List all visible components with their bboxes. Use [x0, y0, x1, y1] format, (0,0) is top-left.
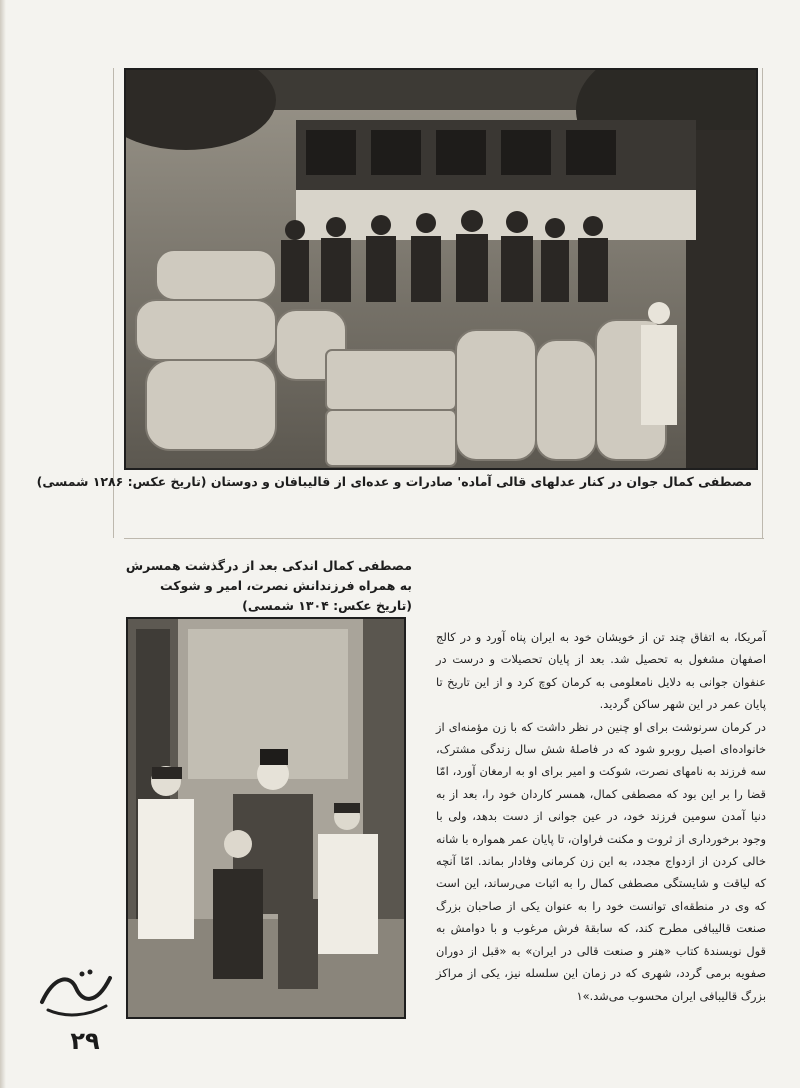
- page-edge: [0, 0, 6, 1088]
- section-rule: [124, 538, 764, 539]
- top-photo-caption: مصطفی کمال جوان در کنار عدلهای قالی آماده' صادرات و عده‌ای از قالیبافان و دوستان (تاریخ عکس: ۱۲۸۶ شمسی): [36, 474, 752, 489]
- column-rule-left: [113, 68, 114, 538]
- caption-line: به همراه فرزندانش نصرت، امیر و شوکت: [160, 578, 412, 593]
- carpet-bales-photo: [124, 68, 758, 470]
- caption-line: (تاریخ عکس: ۱۳۰۴ شمسی): [242, 598, 412, 613]
- bottom-photo-caption: [125, 556, 412, 616]
- magazine-logo: [36, 962, 116, 1026]
- page-number: ۲۹: [70, 1027, 100, 1055]
- body-paragraph: در کرمان سرنوشت برای او چنین در نظر داشت که با زن مؤمنه‌ای از خانواده‌ای اصیل روبرو شود که در فاصلهٔ شش سال زندگی مشترک، سه فرزند به نامهای نصرت، شوکت و امیر برای او به ارمغان آورد، امّا قضا را بر این بود که مصطفی کمال، همسر کاردان خود را، بعد از به دنیا آمدن سومین فرزند خود، در عین جوانی از دست بدهد، ولی با وجود برخورداری از ثروت و مکنت فراوان، تا پایان عمر همواره با شانه خالی کردن از ازدواج مجدد، به این زن کرمانی وفادار بماند. امّا آنچه که لیاقت و شایستگی مصطفی کمال را به اثبات می‌رساند، این است که وی در منطقه‌ای توانست خود را به عنوان یکی از صاحبان بزرگ صنعت قالیبافی مطرح کند، که سابقهٔ فرش مرغوب و با دوامش به قول نویسندهٔ کتاب «هنر و صنعت قالی در ایران» به «قبل از دوران صفویه برمی گردد، شهری که در زمان این سلسله نیز، یکی از مراکز بزرگ قالیبافی ایران محسوب می‌شد.»۱: [436, 719, 766, 1003]
- family-portrait-photo: [126, 617, 406, 1019]
- column-rule-right: [762, 68, 763, 538]
- body-paragraph: آمریکا، به اتفاق چند تن از خویشان خود به ایران پناه آورد و در کالج اصفهان مشغول به تحصیل شد. بعد از پایان تحصیلات و درست در عنفوان جوانی به دلایل نامعلومی به کرمان کوچ کرد و از این تاریخ تا پایان عمر در این شهر ساکن گردید.: [436, 630, 766, 712]
- caption-line: مصطفی کمال اندکی بعد از درگذشت همسرش: [125, 558, 412, 573]
- article-body: [436, 626, 766, 1007]
